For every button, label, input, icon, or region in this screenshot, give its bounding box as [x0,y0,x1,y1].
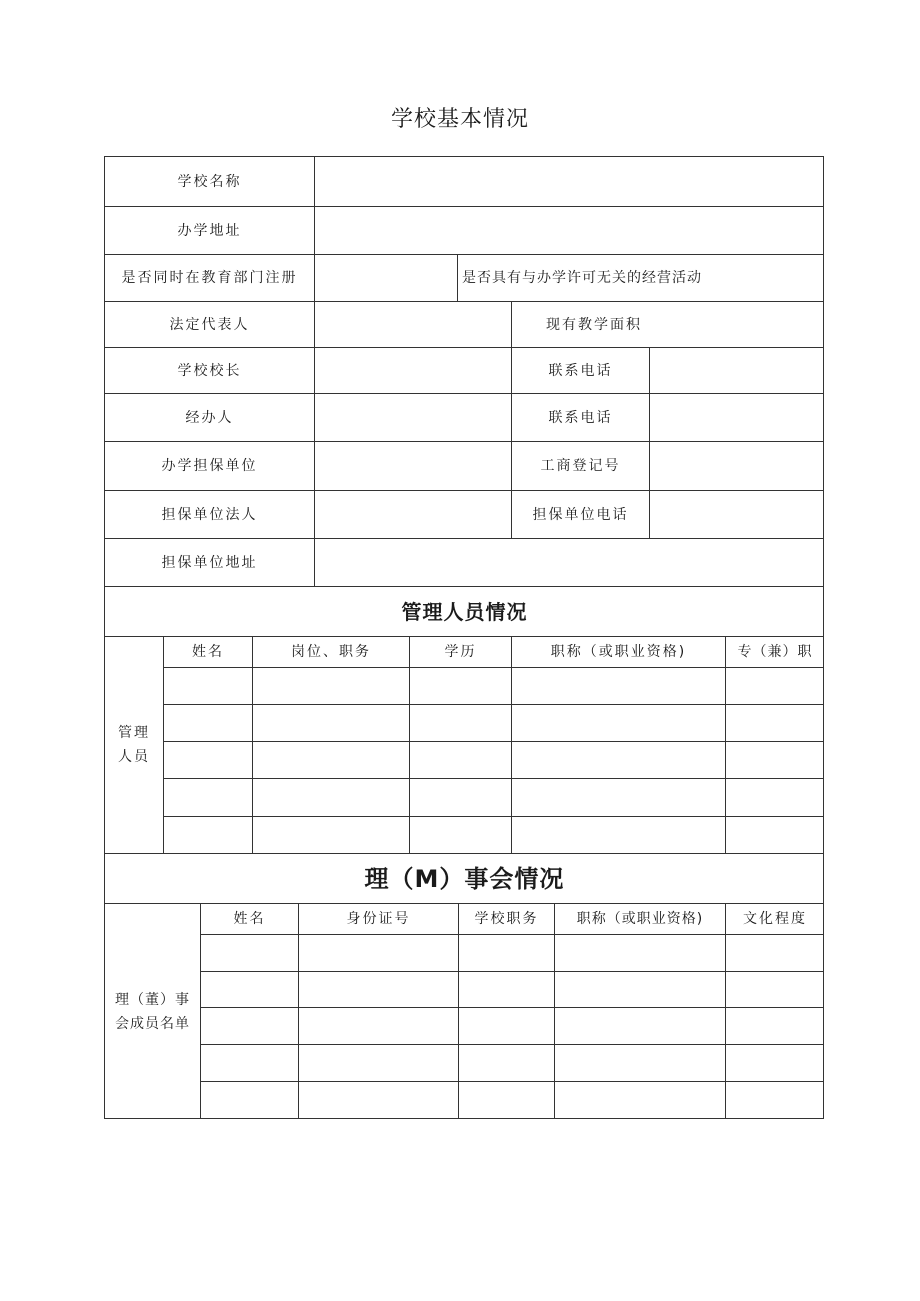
field-guarantor-address[interactable] [314,538,824,586]
label-phone-1: 联系电话 [511,347,649,393]
label-unrelated-business: 是否具有与办学许可无关的经营活动 [457,254,824,301]
table-cell[interactable] [298,971,458,1007]
label-edu-registered: 是否同时在教育部门注册 [104,254,314,301]
table-cell[interactable] [725,667,824,704]
label-business-reg-no: 工商登记号 [511,441,649,490]
table-cell[interactable] [725,741,824,778]
table-cell[interactable] [458,1044,554,1081]
table-cell[interactable] [511,778,725,816]
management-section-title: 管理人员情况 [104,586,824,636]
board-header-title: 职称（或职业资格) [554,903,725,934]
label-school-name: 学校名称 [104,156,314,206]
table-cell[interactable] [725,778,824,816]
table-cell[interactable] [458,971,554,1007]
table-cell[interactable] [252,704,409,741]
table-cell[interactable] [409,816,511,853]
board-header-id-number: 身份证号 [298,903,458,934]
table-cell[interactable] [725,704,824,741]
table-cell[interactable] [725,816,824,853]
field-phone-2[interactable] [649,393,824,441]
mgmt-header-title: 职称（或职业资格) [511,636,725,667]
table-cell[interactable] [163,667,252,704]
label-principal: 学校校长 [104,347,314,393]
table-cell[interactable] [163,778,252,816]
table-cell[interactable] [554,1007,725,1044]
field-legal-rep[interactable] [314,301,511,347]
board-header-education: 文化程度 [725,903,824,934]
table-cell[interactable] [163,704,252,741]
table-cell[interactable] [252,741,409,778]
board-row-label: 理（董）事会成员名单 [104,903,200,1119]
mgmt-header-name: 姓名 [163,636,252,667]
table-cell[interactable] [458,934,554,971]
field-guarantor-legal[interactable] [314,490,511,538]
field-business-reg-no[interactable] [649,441,824,490]
table-cell[interactable] [200,1044,298,1081]
table-cell[interactable] [163,741,252,778]
table-cell[interactable] [511,816,725,853]
label-school-address: 办学地址 [104,206,314,254]
field-principal[interactable] [314,347,511,393]
table-cell[interactable] [200,1007,298,1044]
table-cell[interactable] [252,778,409,816]
table-cell[interactable] [200,971,298,1007]
label-phone-2: 联系电话 [511,393,649,441]
board-section-title: 理（M）事会情况 [104,853,824,903]
table-cell[interactable] [725,1044,824,1081]
table-cell[interactable] [458,1081,554,1119]
field-guarantor[interactable] [314,441,511,490]
table-cell[interactable] [554,1081,725,1119]
table-cell[interactable] [298,934,458,971]
table-cell[interactable] [725,971,824,1007]
table-cell[interactable] [298,1044,458,1081]
table-cell[interactable] [409,704,511,741]
label-guarantor-phone: 担保单位电话 [511,490,649,538]
table-cell[interactable] [511,667,725,704]
table-cell[interactable] [554,1044,725,1081]
table-cell[interactable] [252,667,409,704]
label-guarantor: 办学担保单位 [104,441,314,490]
board-header-name: 姓名 [200,903,298,934]
table-cell[interactable] [163,816,252,853]
field-school-name[interactable] [314,156,824,206]
table-cell[interactable] [298,1081,458,1119]
table-cell[interactable] [511,741,725,778]
field-phone-1[interactable] [649,347,824,393]
table-cell[interactable] [458,1007,554,1044]
mgmt-header-fulltime: 专（兼）职 [725,636,824,667]
table-cell[interactable] [409,741,511,778]
label-teaching-area: 现有教学面积 [511,301,824,347]
table-cell[interactable] [511,704,725,741]
page-title: 学校基本情况 [390,107,529,132]
field-school-address[interactable] [314,206,824,254]
label-guarantor-address: 担保单位地址 [104,538,314,586]
management-row-label: 管理人员 [104,636,163,853]
label-guarantor-legal: 担保单位法人 [104,490,314,538]
label-handler: 经办人 [104,393,314,441]
label-legal-rep: 法定代表人 [104,301,314,347]
table-cell[interactable] [252,816,409,853]
table-cell[interactable] [200,934,298,971]
table-cell[interactable] [725,1081,824,1119]
table-cell[interactable] [409,667,511,704]
table-cell[interactable] [554,971,725,1007]
table-cell[interactable] [409,778,511,816]
table-cell[interactable] [200,1081,298,1119]
field-handler[interactable] [314,393,511,441]
field-guarantor-phone[interactable] [649,490,824,538]
mgmt-header-education: 学历 [409,636,511,667]
field-edu-registered[interactable] [314,254,457,301]
table-cell[interactable] [554,934,725,971]
table-cell[interactable] [298,1007,458,1044]
table-cell[interactable] [725,934,824,971]
board-header-school-role: 学校职务 [458,903,554,934]
table-cell[interactable] [725,1007,824,1044]
mgmt-header-position: 岗位、职务 [252,636,409,667]
